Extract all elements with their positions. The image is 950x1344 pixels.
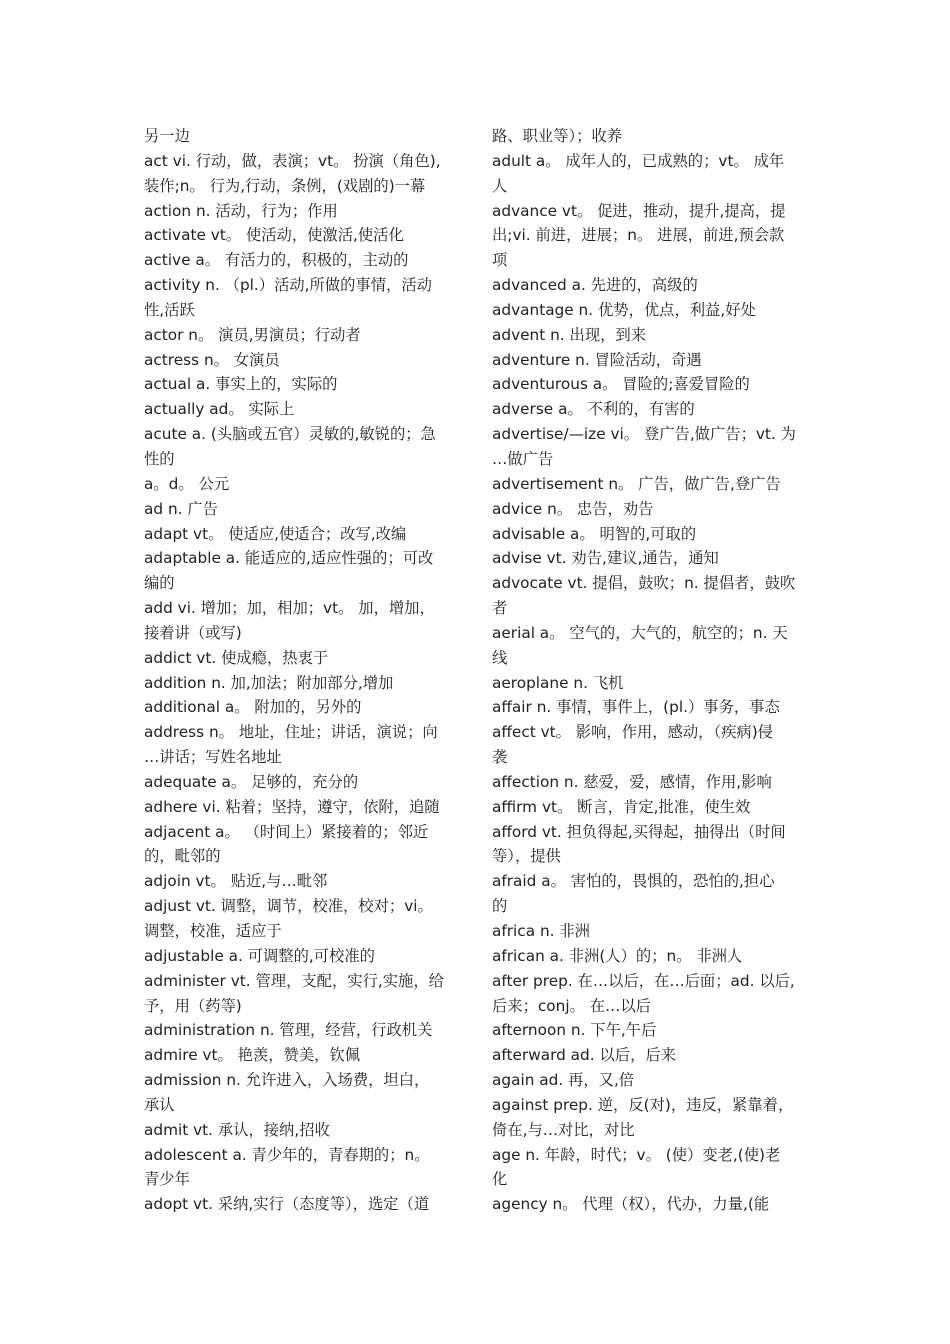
right-column-line: advance vt。 促进，推动，提升,提高，提 — [492, 201, 786, 220]
right-column-line: advocate vt. 提倡，鼓吹；n. 提倡者，鼓吹 — [492, 574, 796, 593]
left-column-line: addition n. 加,加法；附加部分,增加 — [144, 673, 394, 692]
left-column-line: …讲话；写姓名地址 — [144, 748, 282, 767]
left-column-line: act vi. 行动，做，表演；vt。 扮演（角色), — [144, 151, 441, 170]
right-column-line: afternoon n. 下午,午后 — [492, 1021, 657, 1040]
right-column-line: advise vt. 劝告,建议,通告，通知 — [492, 549, 719, 568]
right-column-line: 倚在,与…对比，对比 — [492, 1120, 635, 1139]
right-column-line: agency n。 代理（权），代办，力量,(能 — [492, 1195, 770, 1214]
right-column-line: 线 — [492, 648, 508, 667]
right-column-line: africa n. 非洲 — [492, 922, 590, 940]
left-column-line: 装作;n。 行为,行动，条例，(戏剧的)一幕 — [144, 176, 426, 195]
right-column-line: advice n。 忠告，劝告 — [492, 499, 654, 518]
left-column-line: addict vt. 使成瘾，热衷于 — [144, 648, 329, 667]
left-column-line: adhere vi. 粘着；坚持，遵守，依附，追随 — [144, 797, 440, 816]
left-column-line: adjoin vt。 贴近,与…毗邻 — [144, 872, 328, 891]
right-column-line: advantage n. 优势，优点，利益,好处 — [492, 300, 756, 319]
left-column-line: address n。 地址，住址；讲话，演说；向 — [144, 723, 438, 742]
left-column-line: adapt vt。 使适应,使适合；改写,改编 — [144, 524, 407, 543]
left-column-line: 另一边 — [144, 127, 190, 145]
left-column-line: adopt vt. 采纳,实行（态度等），选定（道 — [144, 1195, 430, 1214]
right-column-line: affair n. 事情，事件上，(pl.）事务，事态 — [492, 698, 780, 717]
left-column-line: add vi. 增加；加，相加；vt。 加，增加， — [144, 599, 435, 618]
left-column-line: activate vt。 使活动，使激活,使活化 — [144, 226, 404, 245]
right-column-line: 化 — [492, 1170, 508, 1189]
right-column-line: affection n. 慈爱，爱，感情，作用,影响 — [492, 772, 772, 791]
right-column-line: advanced a. 先进的，高级的 — [492, 276, 698, 295]
right-column-line: against prep. 逆，反(对)，违反，紧靠着， — [492, 1095, 794, 1114]
left-column-line: acute a. (头脑或五官）灵敏的,敏锐的；急 — [144, 425, 436, 444]
right-column — [492, 124, 816, 1217]
left-column-line: actress n。 女演员 — [144, 350, 280, 369]
left-column-line: a。d。 公元 — [144, 474, 230, 493]
right-column-line: affirm vt。 断言，肯定,批准，使生效 — [492, 797, 751, 816]
left-column-line: actor n。 演员,男演员；行动者 — [144, 325, 361, 344]
right-column-line: african a. 非洲(人）的；n。 非洲人 — [492, 946, 743, 965]
right-column-line: 的 — [492, 897, 508, 916]
right-column-line: afraid a。 害怕的，畏惧的，恐怕的,担心 — [492, 872, 775, 891]
left-column-line: adjustable a. 可调整的,可校准的 — [144, 946, 375, 965]
right-column-line: 人 — [492, 176, 508, 195]
right-column-line: age n. 年龄，时代；v。 (使）变老,(使)老 — [492, 1145, 781, 1164]
right-column-line: aerial a。 空气的，大气的，航空的；n. 天 — [492, 623, 788, 642]
right-column-line: adventure n. 冒险活动，奇遇 — [492, 350, 702, 369]
right-column-line: afterward ad. 以后，后来 — [492, 1046, 676, 1065]
left-column-line: adjust vt. 调整，调节，校准，校对；vi。 — [144, 897, 433, 916]
right-column-line: 项 — [492, 251, 508, 270]
right-column-line: afford vt. 担负得起,买得起，抽得出（时间 — [492, 822, 786, 841]
right-column-line: affect vt。 影响，作用，感动，（疾病)侵 — [492, 723, 773, 742]
left-column-line: administer vt. 管理，支配，实行,实施，给 — [144, 971, 444, 990]
left-column-line: 编的 — [144, 574, 175, 593]
left-column-line: adolescent a. 青少年的，青春期的；n。 — [144, 1145, 430, 1164]
left-column-line: 接着讲（或写) — [144, 623, 242, 642]
left-column-line: adjacent a。 （时间上）紧接着的；邻近 — [144, 822, 429, 841]
right-column-line: 路、职业等）；收养 — [492, 127, 623, 145]
right-column-line: 等），提供 — [492, 847, 561, 866]
right-column-line: advertisement n。 广告，做广告,登广告 — [492, 474, 781, 493]
left-column-line: admission n. 允许进入，入场费，坦白， — [144, 1071, 430, 1090]
right-column-line: …做广告 — [492, 449, 554, 468]
left-column-line: adequate a。 足够的，充分的 — [144, 772, 359, 791]
left-column — [144, 124, 466, 1217]
left-column-line: 予，用（药等) — [144, 996, 242, 1015]
left-column-line: adaptable a. 能适应的,适应性强的；可改 — [144, 549, 434, 568]
left-column-line: actually ad。 实际上 — [144, 400, 295, 419]
left-column-line: admire vt。 艳羡，赞美，钦佩 — [144, 1046, 361, 1065]
left-column-line: administration n. 管理，经营，行政机关 — [144, 1021, 433, 1040]
right-column-line: adverse a。 不利的，有害的 — [492, 400, 695, 419]
left-column-line: 性的 — [144, 449, 175, 468]
left-column-line: active a。 有活力的，积极的，主动的 — [144, 251, 409, 270]
left-column-line: 青少年 — [144, 1170, 190, 1189]
right-column-line: adventurous a。 冒险的;喜爱冒险的 — [492, 375, 750, 394]
right-column-line: advisable a。 明智的,可取的 — [492, 524, 697, 543]
left-column-line: 的，毗邻的 — [144, 847, 221, 866]
left-column-line: 性,活跃 — [144, 300, 195, 319]
right-column-line: adult a。 成年人的，已成熟的；vt。 成年 — [492, 151, 785, 170]
right-column-line: 出;vi. 前进，进展；n。 进展，前进,预会款 — [492, 226, 785, 245]
right-column-line: again ad. 再，又,倍 — [492, 1071, 635, 1090]
right-column-line: 者 — [492, 599, 508, 618]
left-column-line: 承认 — [144, 1095, 175, 1114]
right-column-line: 袭 — [492, 748, 508, 767]
right-column-line: advertise/—ize vi。 登广告,做广告；vt. 为 — [492, 425, 796, 444]
right-column-line: advent n. 出现，到来 — [492, 325, 647, 344]
left-column-line: action n. 活动，行为；作用 — [144, 201, 338, 220]
left-column-line: activity n. （pl.）活动,所做的事情，活动 — [144, 276, 432, 295]
left-column-line: 调整，校准，适应于 — [144, 922, 282, 940]
left-column-line: admit vt. 承认，接纳,招收 — [144, 1120, 330, 1139]
right-column-line: 后来；conj。 在…以后 — [492, 996, 651, 1015]
right-column-line: aeroplane n. 飞机 — [492, 673, 624, 692]
left-column-line: additional a。 附加的，另外的 — [144, 698, 362, 717]
left-column-line: ad n. 广告 — [144, 499, 218, 518]
right-column-line: after prep. 在…以后，在…后面；ad. 以后, — [492, 971, 795, 990]
left-column-line: actual a. 事实上的，实际的 — [144, 375, 338, 394]
